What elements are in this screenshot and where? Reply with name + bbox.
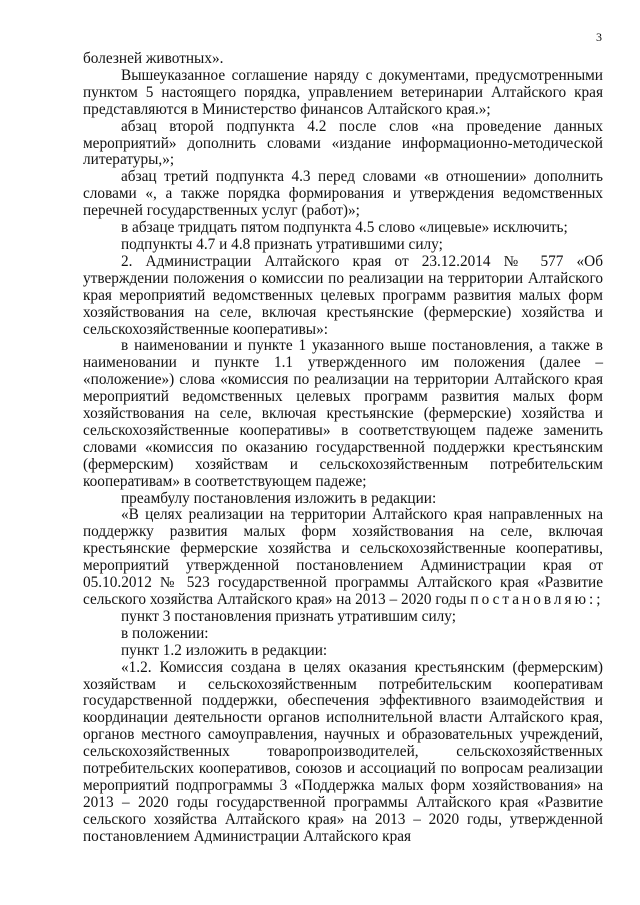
paragraph <box>83 660 603 846</box>
paragraph <box>83 507 603 608</box>
paragraph-text: пункт 1.2 изложить в редакции: <box>121 641 328 659</box>
paragraph <box>83 51 603 68</box>
paragraph <box>83 643 603 660</box>
paragraph <box>83 68 603 119</box>
paragraph <box>83 491 603 508</box>
document-body <box>83 51 603 846</box>
paragraph-text: в наименовании и пункте 1 указанного выше постановления, а также в наименовании и пункте 1.1 утвержденного им положения (далее – «положение») слова «комиссия по реализации на территории Алтайского края мероприятий ведомственных целевых программ развития малых форм хозяйствования на селе, включая крестьянские (фермерские) хозяйства и сельскохозяйственные кооперативы» в соответствующем падеже заменить словами «комиссия по оказанию государственной поддержки крестьянским (фермерским) хозяйствам и сельскохозяйственным потребительским кооперативам» в соответствующем падеже; <box>83 337 603 490</box>
paragraph <box>83 169 603 220</box>
paragraph-text: «В целях реализации на территории Алтайского края направленных на поддержку развития малых форм хозяйствования на селе, включая крестьянские фермерские хозяйства и сельскохозяйственные кооперативы, мероприятий утвержденной постановлением Администрации края от 05.10.2012 № 523 государственной программы Алтайского края «Развитие сельского хозяйства Алтайского края» на 2013 – 2020 годы <box>83 506 603 608</box>
paragraph <box>83 254 603 339</box>
paragraph-text: в абзаце тридцать пятом подпункта 4.5 слово «лицевые» исключить; <box>121 219 568 237</box>
paragraph-text: Вышеуказанное соглашение наряду с документами, предусмотренными пунктом 5 настоящего порядка, управлением ветеринарии Алтайского края представляются в Министерство финансов Алтайского края.»; <box>83 66 603 118</box>
paragraph-text: преамбулу постановления изложить в редакции: <box>121 489 437 507</box>
paragraph-tail: ; <box>596 591 601 608</box>
paragraph-text: «1.2. Комиссия создана в целях оказания крестьянским (фермерским) хозяйствам и сельскохозяйственным потребительским кооперативам государственной поддержки, обеспечения эффективного взаимодействия и координации деятельности органов исполнительной власти Алтайского края, органов местного самоуправления, научных и образовательных учреждений, сельскохозяйственных товаропроизводителей, сельскохозяйственных потребительских кооперативов, союзов и ассоциаций по вопросам реализации мероприятий подпрограммы 3 «Поддержка малых форм хозяйствования» на 2013 – 2020 годы государственной программы Алтайского края «Развитие сельского хозяйства Алтайского края» на 2013 – 2020 годы, утвержденной постановлением Администрации Алтайского края <box>83 658 603 845</box>
paragraph-text: в положении: <box>121 624 209 642</box>
paragraph <box>83 237 603 254</box>
paragraph-text: болезней животных». <box>83 50 224 67</box>
paragraph <box>83 609 603 626</box>
paragraph-text: 2. Администрации Алтайского края от 23.12.2014 № 577 «Об утверждении положения о комиссии по реализации на территории Алтайского края мероприятий ведомственных целевых программ развития малых форм хозяйствования на селе, включая крестьянские (фермерские) хозяйства и сельскохозяйственные кооперативы»: <box>83 252 603 338</box>
paragraph <box>83 119 603 170</box>
paragraph <box>83 338 603 490</box>
paragraph-text: пункт 3 постановления признать утратившим силу; <box>121 607 456 625</box>
paragraph <box>83 220 603 237</box>
paragraph-text: подпункты 4.7 и 4.8 признать утратившими силу; <box>121 235 443 253</box>
page-number: 3 <box>596 30 602 44</box>
paragraph <box>83 626 603 643</box>
spaced-word: постановляю: <box>470 591 597 608</box>
paragraph-text: абзац третий подпункта 4.3 перед словами «в отношении» дополнить словами «, а также порядка формирования и утверждения ведомственных перечней государственных услуг (работ)»; <box>83 168 603 220</box>
paragraph-text: абзац второй подпункта 4.2 после слов «на проведение данных мероприятий» дополнить словами «издание информационно-методической литературы,»; <box>83 117 603 169</box>
